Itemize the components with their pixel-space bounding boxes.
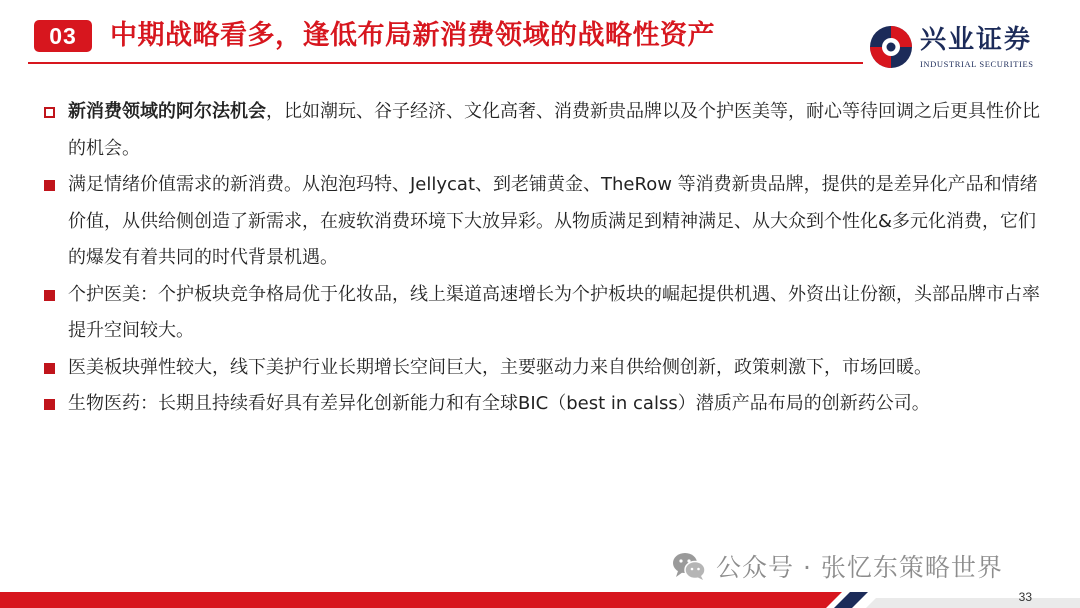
bullet-text: 个护医美：个护板块竞争格局优于化妆品，线上渠道高速增长为个护板块的崛起提供机遇、外资出让份额，头部品牌市占率提升空间较大。 <box>68 283 1040 341</box>
bullet-item-biomedicine <box>40 386 1050 423</box>
wechat-watermark <box>672 546 1003 586</box>
page-number: 33 <box>1018 590 1032 604</box>
page-title: 中期战略看多，逢低布局新消费领域的战略性资产 <box>110 20 715 51</box>
bullet-text: 满足情绪价值需求的新消费。从泡泡玛特、Jellycat、到老铺黄金、TheRow 等消费新贵品牌，提供的是差异化产品和情绪价值，从供给侧创造了新需求，在疲软消费环境下大放异彩。从物质满足到精神满足、从大众到个性化&多元化消费，它们的爆发有着共同的时代背景机遇。 <box>68 174 1038 268</box>
footer-stripe <box>0 588 1080 608</box>
bullet-list <box>40 94 1050 423</box>
square-bullet-icon <box>44 363 55 374</box>
bullet-item-personal-care <box>40 277 1050 350</box>
square-bullet-icon <box>44 290 55 301</box>
bullet-bold-text: 新消费领域的阿尔法机会 <box>68 101 266 122</box>
square-bullet-icon <box>44 180 55 191</box>
slide-footer <box>0 588 1080 608</box>
bullet-item-medical-aesthetics <box>40 350 1050 387</box>
bullet-text: 医美板块弹性较大，线下美护行业长期增长空间巨大，主要驱动力来自供给侧创新，政策刺激下，市场回暖。 <box>68 356 932 378</box>
square-bullet-icon <box>44 399 55 410</box>
wechat-icon <box>672 551 706 581</box>
bullet-item-alpha <box>40 94 1050 167</box>
bullet-item-emotional-value <box>40 167 1050 277</box>
logo-mark-icon <box>868 24 914 70</box>
hollow-square-bullet-icon <box>44 107 55 118</box>
logo-english-name: INDUSTRIAL SECURITIES <box>920 59 1034 69</box>
section-number-badge: 03 <box>34 20 92 52</box>
logo-name: 兴业证券 <box>920 25 1033 55</box>
watermark-text: 公众号 · 张忆东策略世界 <box>716 553 1003 582</box>
bullet-text: ，比如潮玩、谷子经济、文化高奢、消费新贵品牌以及个护医美等，耐心等待回调之后更具性价比的机会。 <box>68 101 1040 159</box>
slide-header <box>0 0 1080 80</box>
title-divider <box>28 62 863 64</box>
company-logo <box>868 22 1068 72</box>
bullet-text: 生物医药：长期且持续看好具有差异化创新能力和有全球BIC（best in calss）潜质产品布局的创新药公司。 <box>68 393 930 414</box>
